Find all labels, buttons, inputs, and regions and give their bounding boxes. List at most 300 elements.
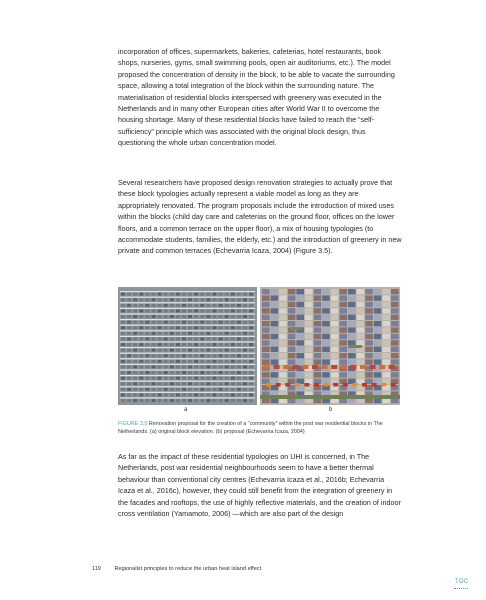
window — [170, 382, 174, 385]
window — [213, 304, 217, 307]
terrace — [302, 365, 308, 369]
window — [145, 293, 149, 296]
window — [200, 399, 204, 402]
terrace — [322, 365, 328, 369]
floor-slab — [120, 313, 255, 314]
facade-unit — [357, 334, 365, 339]
facade-unit — [262, 347, 270, 352]
window — [158, 382, 162, 385]
facade-unit — [322, 315, 330, 320]
window — [145, 332, 149, 335]
window — [164, 337, 168, 340]
window — [249, 309, 253, 312]
facade-unit — [322, 359, 330, 364]
window — [194, 309, 198, 312]
facade-unit — [391, 302, 399, 307]
window — [188, 371, 192, 374]
facade-unit — [305, 289, 313, 294]
window — [188, 315, 192, 318]
window — [145, 298, 149, 301]
window — [139, 371, 143, 374]
window — [225, 360, 229, 363]
window — [133, 349, 137, 352]
facade-unit — [391, 347, 399, 352]
facade-unit — [288, 353, 296, 358]
window — [188, 365, 192, 368]
facade-unit — [305, 347, 313, 352]
facade-unit — [305, 372, 313, 377]
window — [133, 298, 137, 301]
facade-unit — [262, 334, 270, 339]
window — [219, 377, 223, 380]
window — [164, 315, 168, 318]
window — [188, 298, 192, 301]
terrace — [293, 365, 299, 369]
window — [127, 315, 131, 318]
window — [182, 332, 186, 335]
window — [237, 298, 241, 301]
window — [152, 332, 156, 335]
window — [243, 304, 247, 307]
window — [145, 382, 149, 385]
window — [176, 393, 180, 396]
window — [182, 309, 186, 312]
floor-slab — [120, 336, 255, 337]
floor-slab — [120, 325, 255, 326]
facade-unit — [339, 315, 347, 320]
window — [145, 326, 149, 329]
window — [170, 343, 174, 346]
terrace — [283, 365, 289, 369]
facade-unit — [348, 302, 356, 307]
window — [243, 382, 247, 385]
facade-unit — [296, 302, 304, 307]
window — [164, 393, 168, 396]
window — [206, 382, 210, 385]
window — [127, 388, 131, 391]
window — [188, 304, 192, 307]
window — [200, 298, 204, 301]
terrace — [276, 383, 281, 387]
window — [206, 321, 210, 324]
floor-slab — [120, 375, 255, 376]
window — [225, 393, 229, 396]
window — [219, 382, 223, 385]
window — [152, 377, 156, 380]
window — [225, 332, 229, 335]
window — [158, 293, 162, 296]
window — [133, 343, 137, 346]
window — [237, 315, 241, 318]
window — [182, 388, 186, 391]
window — [249, 388, 253, 391]
window — [133, 293, 137, 296]
window — [139, 365, 143, 368]
facade-unit — [365, 353, 373, 358]
window — [249, 315, 253, 318]
facade-unit — [296, 321, 304, 326]
window — [206, 309, 210, 312]
window — [121, 332, 125, 335]
window — [219, 321, 223, 324]
window — [158, 321, 162, 324]
window — [200, 326, 204, 329]
window — [170, 304, 174, 307]
facade-unit — [391, 315, 399, 320]
window — [200, 382, 204, 385]
window — [170, 365, 174, 368]
window — [152, 399, 156, 402]
window — [225, 326, 229, 329]
window — [182, 354, 186, 357]
window — [219, 298, 223, 301]
window — [158, 309, 162, 312]
window — [249, 293, 253, 296]
window — [170, 388, 174, 391]
window — [133, 337, 137, 340]
window — [182, 321, 186, 324]
window — [225, 349, 229, 352]
window — [133, 321, 137, 324]
facade-unit — [314, 295, 322, 300]
window — [145, 337, 149, 340]
window — [237, 326, 241, 329]
window — [127, 321, 131, 324]
window — [127, 360, 131, 363]
facade-unit — [271, 315, 279, 320]
facade-unit — [279, 353, 287, 358]
facade-unit — [279, 327, 287, 332]
facade-unit — [322, 321, 330, 326]
facade-unit — [391, 372, 399, 377]
window — [219, 315, 223, 318]
window — [139, 388, 143, 391]
window — [225, 382, 229, 385]
window — [139, 293, 143, 296]
window — [206, 304, 210, 307]
facade-unit — [365, 295, 373, 300]
facade-unit — [279, 321, 287, 326]
facade-unit — [322, 302, 330, 307]
facade-unit — [339, 327, 347, 332]
window — [176, 382, 180, 385]
facade-unit — [391, 308, 399, 313]
window — [243, 393, 247, 396]
window — [194, 399, 198, 402]
window — [145, 399, 149, 402]
window — [182, 326, 186, 329]
window — [219, 349, 223, 352]
window — [164, 388, 168, 391]
body-paragraph-3: As far as the impact of these residential typologies on UHI is concerned, in The Netherlands, post war residential neighbourhoods seem to have a better thermal behaviour than conventional city centres (Echevarria Icaza et al., 2016b; Echevarria Icaza et al., 2016c), however, they could still benefit from the integration of greenery in the facades and rooftops, the use of highly reflective materials, and the creation of indoor cross ventilation (Yamamoto, 2006) —which are also part of the design — [118, 452, 401, 519]
window — [133, 315, 137, 318]
window — [219, 399, 223, 402]
window — [225, 365, 229, 368]
window — [231, 337, 235, 340]
window — [188, 393, 192, 396]
window — [145, 309, 149, 312]
window — [170, 371, 174, 374]
window — [152, 343, 156, 346]
window — [231, 326, 235, 329]
window — [152, 393, 156, 396]
window — [182, 293, 186, 296]
window — [152, 382, 156, 385]
facade-unit — [262, 340, 270, 345]
facade-unit — [365, 359, 373, 364]
window — [182, 343, 186, 346]
greenery — [260, 395, 400, 399]
toc-link[interactable]: TOC — [455, 579, 469, 585]
window — [225, 354, 229, 357]
floor-slab — [120, 353, 255, 354]
terrace — [372, 383, 377, 387]
window — [237, 388, 241, 391]
facade-unit — [348, 372, 356, 377]
facade-unit — [339, 372, 347, 377]
facade-unit — [382, 295, 390, 300]
window — [133, 309, 137, 312]
window — [219, 326, 223, 329]
facade-unit — [357, 353, 365, 358]
facade-unit — [331, 334, 339, 339]
facade-unit — [322, 289, 330, 294]
facade-unit — [331, 321, 339, 326]
window — [213, 399, 217, 402]
floor-slab — [120, 386, 255, 387]
figure-label-b: b — [329, 407, 333, 413]
floor-slab — [120, 392, 255, 393]
window — [133, 399, 137, 402]
window — [158, 393, 162, 396]
window — [121, 377, 125, 380]
facade-unit — [357, 302, 365, 307]
window — [206, 388, 210, 391]
window — [158, 298, 162, 301]
window — [121, 343, 125, 346]
window — [176, 304, 180, 307]
window — [152, 304, 156, 307]
window — [231, 321, 235, 324]
window — [133, 326, 137, 329]
page-footer — [92, 566, 261, 572]
window — [213, 315, 217, 318]
body-paragraph-1: incorporation of offices, supermarkets, bakeries, cafeterias, hotel restaurants, book shops, nurseries, gyms, small swimming pools, open air auditoriums, etc.). The model proposed the concentration of density in the block, to be able to vacate the surrounding space, allowing a total integration of the block within the surrounding nature. The materialisation of residential blocks interspersed with greenery was executed in the Netherlands and in many other European cities after World War II to overcome the housing shortage. Many of these residential blocks have failed to reach the “self-sufficiency” principle which was associated with the original block design, thus questioning the whole urban concentration model. — [118, 47, 395, 148]
figure-label-a: a — [184, 407, 188, 413]
facade-unit — [279, 295, 287, 300]
facade-unit — [331, 327, 339, 332]
window — [231, 360, 235, 363]
facade-unit — [339, 321, 347, 326]
window — [127, 393, 131, 396]
window — [249, 298, 253, 301]
floor-slab — [120, 341, 255, 342]
window — [206, 399, 210, 402]
facade-unit — [296, 340, 304, 345]
window — [158, 349, 162, 352]
facade-unit — [331, 372, 339, 377]
window — [194, 304, 198, 307]
window — [243, 337, 247, 340]
facade-unit — [365, 289, 373, 294]
window — [249, 354, 253, 357]
facade-unit — [322, 353, 330, 358]
window — [164, 321, 168, 324]
greenery — [290, 327, 302, 330]
window — [133, 365, 137, 368]
window — [225, 298, 229, 301]
window — [139, 377, 143, 380]
facade-unit — [374, 308, 382, 313]
terrace — [343, 383, 348, 387]
window — [249, 360, 253, 363]
window — [152, 360, 156, 363]
window — [139, 360, 143, 363]
window — [170, 293, 174, 296]
window — [188, 332, 192, 335]
window — [213, 360, 217, 363]
window — [219, 365, 223, 368]
window — [170, 349, 174, 352]
window — [145, 354, 149, 357]
window — [170, 315, 174, 318]
window — [206, 315, 210, 318]
floor-slab — [120, 297, 255, 298]
window — [225, 377, 229, 380]
window — [145, 343, 149, 346]
window — [200, 360, 204, 363]
window — [188, 343, 192, 346]
facade-unit — [374, 340, 382, 345]
window — [200, 349, 204, 352]
window — [182, 382, 186, 385]
facade-unit — [331, 353, 339, 358]
window — [176, 399, 180, 402]
facade-unit — [382, 372, 390, 377]
facade-unit — [374, 334, 382, 339]
terrace — [266, 383, 271, 387]
facade-unit — [374, 302, 382, 307]
window — [249, 326, 253, 329]
window — [182, 360, 186, 363]
facade-unit — [288, 295, 296, 300]
window — [243, 399, 247, 402]
window — [121, 371, 125, 374]
facade-unit — [305, 327, 313, 332]
window — [127, 399, 131, 402]
window — [127, 371, 131, 374]
window — [243, 293, 247, 296]
facade-unit — [339, 289, 347, 294]
window — [176, 315, 180, 318]
facade-unit — [348, 315, 356, 320]
facade-unit — [322, 308, 330, 313]
window — [139, 304, 143, 307]
facade-unit — [322, 347, 330, 352]
window — [194, 354, 198, 357]
facade-unit — [305, 295, 313, 300]
window — [188, 309, 192, 312]
window — [182, 349, 186, 352]
terrace — [391, 383, 396, 387]
window — [200, 354, 204, 357]
facade-unit — [288, 340, 296, 345]
window — [158, 388, 162, 391]
window — [176, 309, 180, 312]
facade-unit — [296, 347, 304, 352]
window — [176, 343, 180, 346]
facade-unit — [279, 334, 287, 339]
window — [152, 349, 156, 352]
facade-unit — [262, 302, 270, 307]
facade-unit — [262, 295, 270, 300]
facade-unit — [296, 372, 304, 377]
window — [225, 343, 229, 346]
facade-unit — [391, 327, 399, 332]
window — [206, 337, 210, 340]
floor-slab — [120, 381, 255, 382]
window — [176, 298, 180, 301]
window — [194, 360, 198, 363]
facade-unit — [271, 327, 279, 332]
window — [225, 293, 229, 296]
window — [170, 399, 174, 402]
facade-unit — [314, 334, 322, 339]
window — [249, 365, 253, 368]
window — [243, 332, 247, 335]
facade-unit — [262, 289, 270, 294]
window — [243, 388, 247, 391]
facade-unit — [322, 295, 330, 300]
window — [121, 298, 125, 301]
terrace — [285, 383, 290, 387]
facade-unit — [271, 295, 279, 300]
figure-caption — [118, 420, 402, 437]
window — [225, 337, 229, 340]
window — [200, 393, 204, 396]
window — [237, 382, 241, 385]
window — [243, 360, 247, 363]
window — [213, 393, 217, 396]
facade-unit — [357, 372, 365, 377]
floor-slab — [120, 358, 255, 359]
window — [121, 321, 125, 324]
window — [231, 343, 235, 346]
window — [206, 360, 210, 363]
facade-unit — [382, 334, 390, 339]
facade-unit — [339, 347, 347, 352]
window — [121, 393, 125, 396]
window — [231, 388, 235, 391]
window — [249, 399, 253, 402]
window — [213, 365, 217, 368]
facade-unit — [391, 334, 399, 339]
window — [170, 377, 174, 380]
facade-unit — [374, 353, 382, 358]
renovation-proposal-drawing — [260, 287, 400, 405]
window — [219, 309, 223, 312]
facade-unit — [279, 302, 287, 307]
window — [127, 365, 131, 368]
facade-unit — [331, 347, 339, 352]
window — [152, 309, 156, 312]
window — [188, 382, 192, 385]
window — [164, 309, 168, 312]
window — [206, 326, 210, 329]
floor-slab — [120, 291, 255, 292]
window — [213, 321, 217, 324]
toc-underline — [454, 588, 468, 589]
